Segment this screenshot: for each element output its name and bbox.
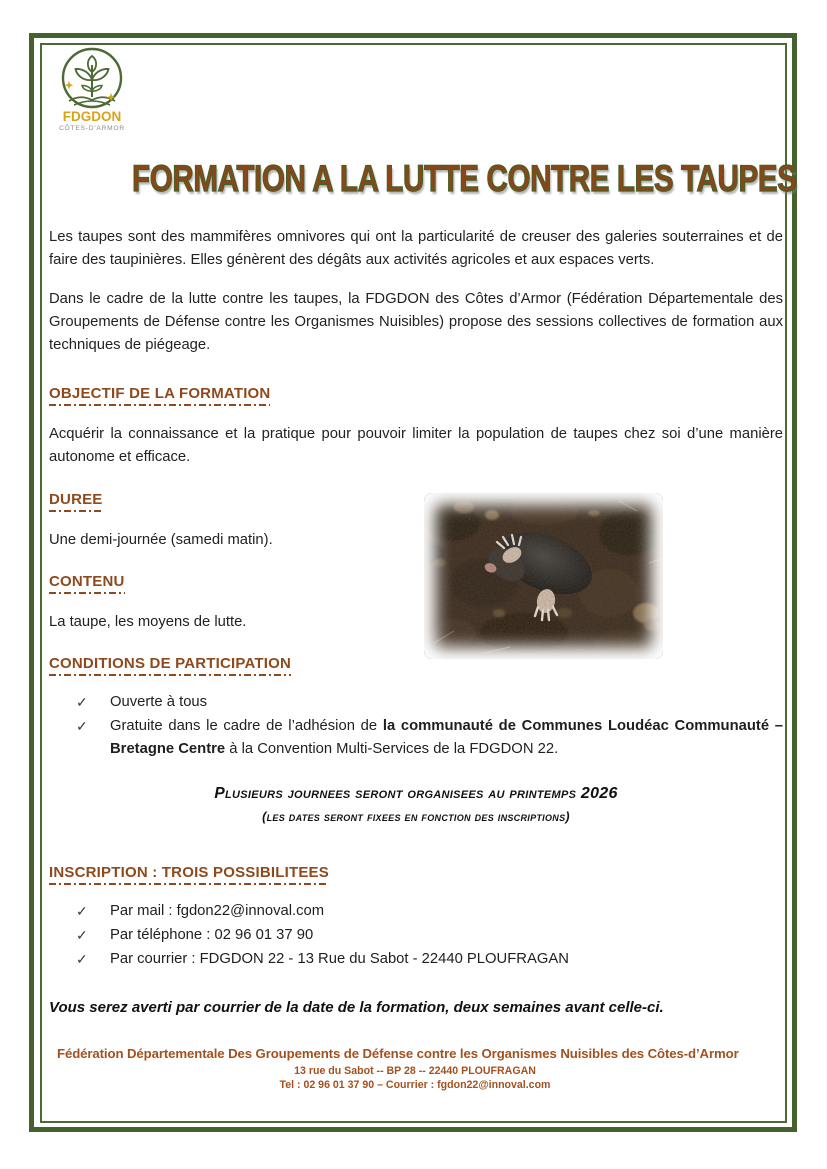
- checkmark-icon: ✓: [76, 694, 88, 710]
- checkmark-icon: ✓: [76, 903, 88, 919]
- footer-org-line: Fédération Départementale Des Groupements de Défense contre les Organismes Nuisibles des Côtes-d’Armor: [57, 1046, 739, 1061]
- condition-text-prefix: Gratuite dans le cadre de l’adhésion de: [110, 718, 383, 734]
- footer-address-line: 13 rue du Sabot -- BP 28 -- 22440 PLOUFRAGAN: [294, 1065, 536, 1077]
- list-item: [76, 948, 783, 971]
- sessions-announcement: [49, 785, 783, 824]
- footer: [45, 1046, 785, 1091]
- announcement-text: Plusieurs journees seront organisees au printemps: [214, 785, 581, 802]
- footer-contact-line: Tel : 02 96 01 37 90 – Courrier : fgdon22@innoval.com: [279, 1079, 551, 1091]
- heading-duree: DUREE: [49, 491, 103, 512]
- announcement-line2: (les dates seront fixees en fonction des inscriptions): [262, 810, 570, 824]
- inscription-list: [49, 900, 783, 971]
- intro-paragraph-1: Les taupes sont des mammifères omnivores qui ont la particularité de creuser des galeries souterraines et de faire des taupinières. Elles génèrent des dégâts aux activités agricoles et aux espaces verts.: [49, 229, 783, 268]
- heading-inscription: INSCRIPTION : TROIS POSSIBILITEES: [49, 864, 329, 885]
- document-content: [49, 158, 797, 1016]
- list-item: [76, 900, 783, 923]
- fdgdon-logo: [52, 45, 136, 133]
- intro-paragraph-2: Dans le cadre de la lutte contre les taupes, la FDGDON des Côtes d’Armor (Fédération Départementale des Groupements de Défense contre les Organismes Nuisibles) propose des sessions collectives de formation aux techniques de piégeage.: [49, 291, 783, 353]
- list-item: [76, 715, 783, 761]
- condition-open-to-all: Ouverte à tous: [110, 694, 208, 710]
- title-row: [49, 158, 797, 200]
- notice-text: Vous serez averti par courrier de la date de la formation, deux semaines avant celle-ci.: [49, 999, 664, 1016]
- heading-objectif: OBJECTIF DE LA FORMATION: [49, 385, 270, 406]
- list-item: [76, 691, 783, 714]
- duree-body: Une demi-journée (samedi matin).: [49, 532, 273, 548]
- heading-conditions: CONDITIONS DE PARTICIPATION: [49, 655, 291, 676]
- inscription-phone: Par téléphone : 02 96 01 37 90: [110, 927, 314, 943]
- contenu-body: La taupe, les moyens de lutte.: [49, 614, 247, 630]
- announcement-year: 2026: [580, 785, 618, 802]
- page-title: FORMATION A LA LUTTE CONTRE LES TAUPES: [132, 158, 797, 199]
- inscription-mail: Par mail : fgdon22@innoval.com: [110, 903, 325, 919]
- condition-free-membership: [110, 715, 783, 761]
- conditions-list: [49, 691, 783, 761]
- checkmark-icon: ✓: [76, 927, 88, 943]
- condition-text-suffix: à la Convention Multi-Services de la FDGDON 22.: [225, 741, 559, 757]
- logo-org-text: FDGDON: [62, 109, 122, 124]
- announcement-line1: [49, 785, 783, 803]
- plant-logo-icon: [52, 45, 136, 133]
- heading-contenu: CONTENU: [49, 573, 125, 594]
- condition-text-bold: la communauté de Communes Loudéac Communauté – Bretagne Centre: [110, 718, 783, 757]
- objectif-body: Acquérir la connaissance et la pratique pour pouvoir limiter la population de taupes chez soi d’une manière autonome et efficace.: [49, 426, 783, 465]
- checkmark-icon: ✓: [76, 718, 88, 734]
- checkmark-icon: ✓: [76, 951, 88, 967]
- logo-region-text: CÔTES-D'ARMOR: [59, 125, 125, 132]
- list-item: [76, 924, 783, 947]
- inscription-courrier: Par courrier : FDGDON 22 - 13 Rue du Sabot - 22440 PLOUFRAGAN: [110, 951, 569, 967]
